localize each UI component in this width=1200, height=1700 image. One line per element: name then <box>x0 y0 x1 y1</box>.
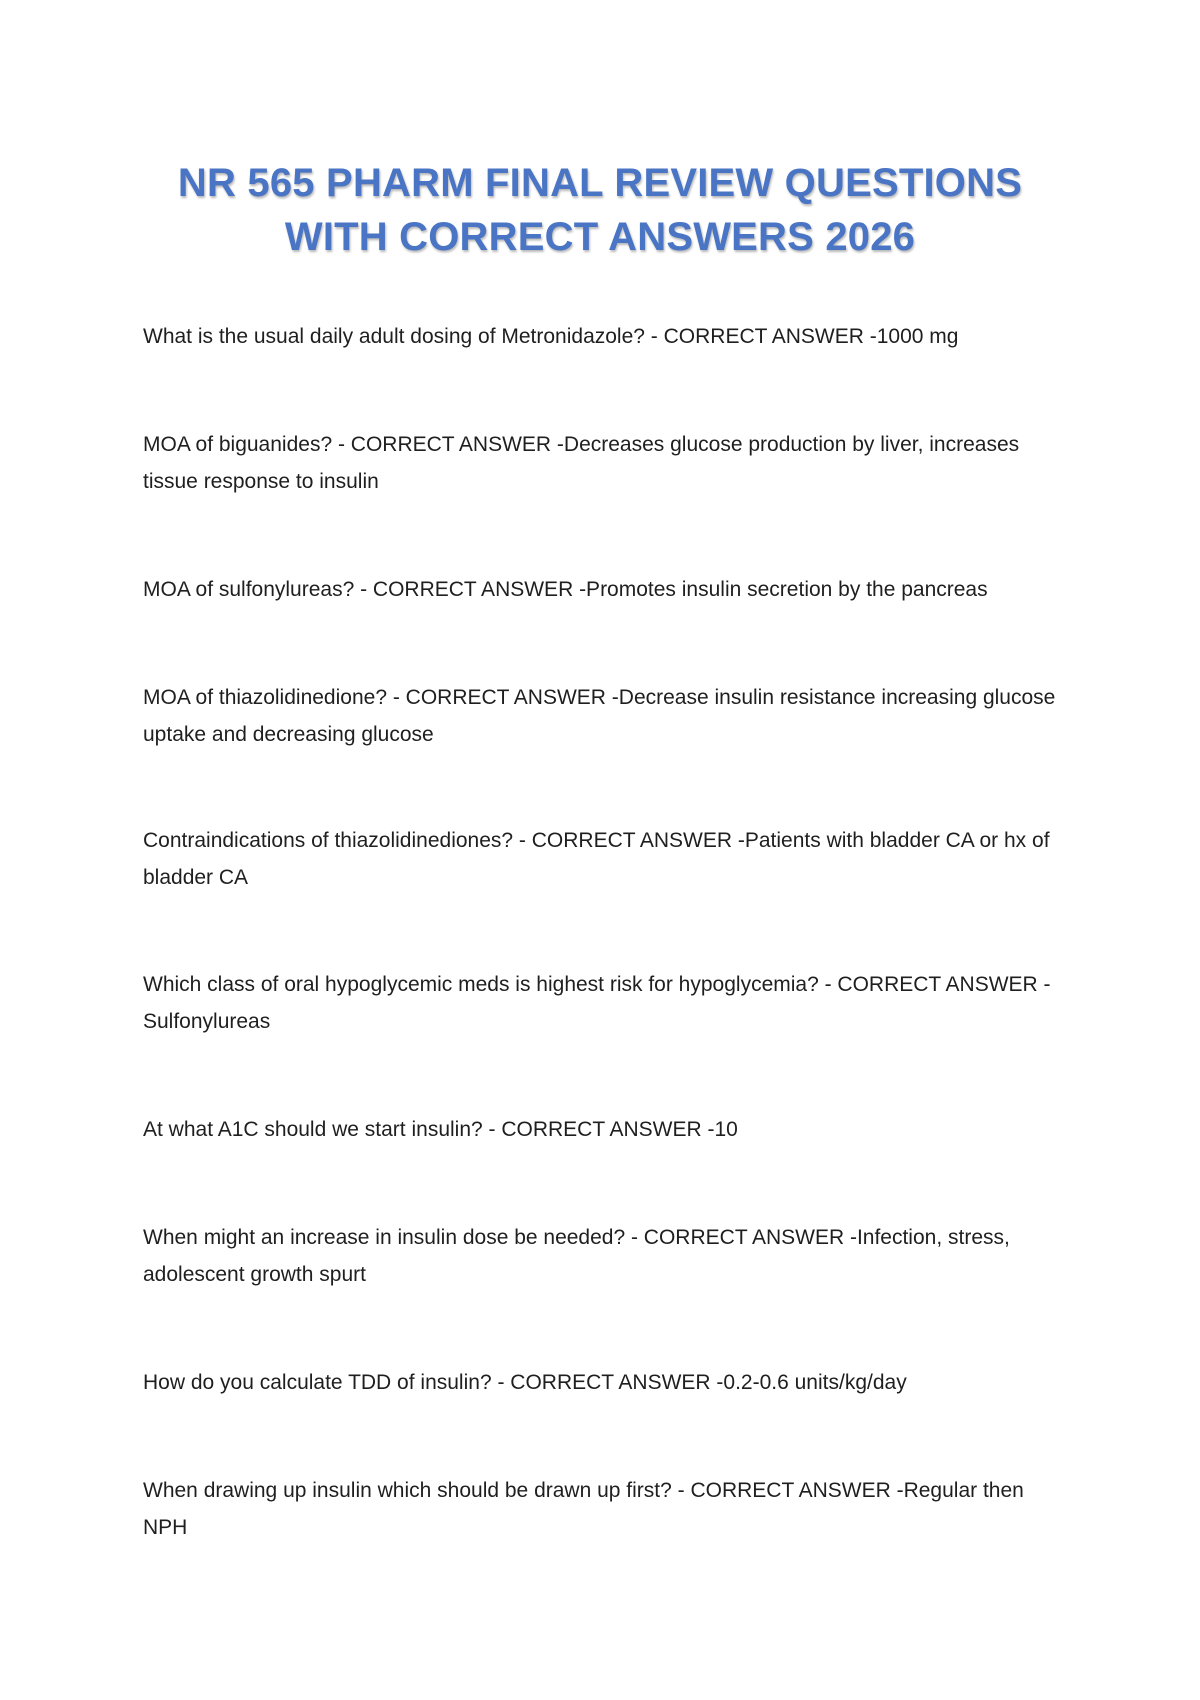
qa-item-tdd-insulin: How do you calculate TDD of insulin? - CORRECT ANSWER -0.2-0.6 units/kg/day <box>143 1371 907 1394</box>
qa-item-thiazolidinedione-moa: MOA of thiazolidinedione? - CORRECT ANSWER -Decrease insulin resistance increasing glucose uptake and decreasing glucose <box>143 686 1056 746</box>
qa-item-insulin-draw-order: When drawing up insulin which should be drawn up first? - CORRECT ANSWER -Regular then NPH <box>143 1479 1024 1539</box>
qa-item-hypoglycemia-risk: Which class of oral hypoglycemic meds is highest risk for hypoglycemia? - CORRECT ANSWER - Sulfonylureas <box>143 973 1051 1033</box>
qa-item-sulfonylureas-moa: MOA of sulfonylureas? - CORRECT ANSWER -Promotes insulin secretion by the pancreas <box>143 578 988 601</box>
document-title <box>100 156 1100 264</box>
title-line-2: WITH CORRECT ANSWERS 2026 <box>284 215 916 259</box>
qa-item-thiazolidinediones-contraindications: Contraindications of thiazolidinediones? - CORRECT ANSWER -Patients with bladder CA or hx of bladder CA <box>143 829 1050 889</box>
qa-item-a1c-start-insulin: At what A1C should we start insulin? - CORRECT ANSWER -10 <box>143 1118 738 1141</box>
title-line-1: NR 565 PHARM FINAL REVIEW QUESTIONS <box>177 161 1023 205</box>
qa-item-metronidazole-dosing: What is the usual daily adult dosing of Metronidazole? - CORRECT ANSWER -1000 mg <box>143 325 959 348</box>
qa-item-insulin-dose-increase: When might an increase in insulin dose be needed? - CORRECT ANSWER -Infection, stress, adolescent growth spurt <box>143 1226 1010 1286</box>
qa-item-biguanides-moa: MOA of biguanides? - CORRECT ANSWER -Decreases glucose production by liver, increases tissue response to insulin <box>143 433 1020 493</box>
